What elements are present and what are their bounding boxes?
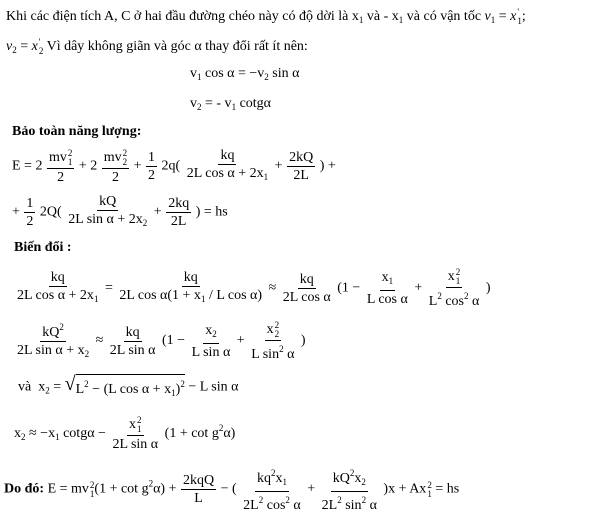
intro-line-2: $v_2 = x$ ' 2 Vì dây không giãn và góc α thay đổi rất ít nên: xyxy=(6,37,308,56)
x2-definition: và $x_2$ = √ $L^2 - (L$ $\cos \alpha + x_1)^2$ − L sin α xyxy=(18,374,238,401)
transform-equation-1: $\frac{kq}{2L \cos \alpha + 2x_1}$ = $\frac{kq}{2L \cos \alpha(1 + x_1 / L \cos \alpha)}$ ≈ $\frac{kq}{\text{2L cos α}}$ (1 − $\frac{x_1}{\text{L cos α}}$ + x 2 1 $L^2$ $\cos^2 \alpha$ ) xyxy=(17,267,491,309)
intro-text-2: và - x xyxy=(363,9,399,25)
energy-equation-1: E = 2 mv 2 1 2 + 2 mv 2 2 2 + $\frac{1}{2}$ 2q( $\frac{kq}{2L \cos \alpha + 2x_1}$ + $\frac{2kQ}{2L}$ ) + xyxy=(12,147,336,185)
intro-text-4: Vì dây không giãn và góc α thay đổi rất ít nên: xyxy=(43,39,308,55)
and-label: và xyxy=(18,379,32,395)
energy-constant: hs xyxy=(215,204,228,220)
conclusion-equation: Do đó: E = mv 2 1 $(1 + \cot g^2\alpha)$ + $\frac{\text{2kqQ}}{L}$ − ( $\frac{kq^2x_1}{2L^2 \cos^2 \alpha}$ + $\frac{kQ^2x_2}{2L^2 \sin^2 \alpha}$ )x + Ax 2 1 = hs xyxy=(4,468,460,513)
equation-v2: $v_2$ = - $v_1$ cotgα xyxy=(190,96,272,112)
intro-line-1: Khi các điện tích A, C ở hai đầu đường chéo này có độ dời là $x_1$ và - $x_1$ và có vận tốc $v_1 = x$ ' 1 ; xyxy=(6,7,526,26)
transform-heading: Biến đổi : xyxy=(14,240,72,255)
energy-heading: Bảo toàn năng lượng: xyxy=(12,124,142,139)
equation-v1: $v_1$ $\cos \alpha = -v_2$ sin α xyxy=(190,66,300,82)
energy-equation-2: + $\frac{1}{2}$ 2Q( $\frac{kQ}{2L \sin \alpha + 2x_2}$ + $\frac{2kq}{2L}$ ) = hs xyxy=(12,194,228,229)
intro-text-3: và có vận tốc xyxy=(403,9,485,25)
intro-text-1: Khi các điện tích A, C ở hai đầu đường chéo này có độ dời là x xyxy=(6,9,359,25)
x2-approximation: $x_2 \approx -x_1$ cotgα − x 2 1 2L sin α $(1 + \cot g^2\alpha)$ xyxy=(14,415,236,452)
conclusion-label: Do đó: xyxy=(4,481,45,497)
conclusion-constant: hs xyxy=(446,481,460,497)
transform-equation-2: $\frac{kQ^2}{2L \sin \alpha + x_2}$ ≈ $\frac{kq}{\text{2L sin α}}$ (1 − $\frac{x_2}{\text{L sin α}}$ + x 2 2 L $\sin^2 \alpha$ ) xyxy=(17,319,306,362)
